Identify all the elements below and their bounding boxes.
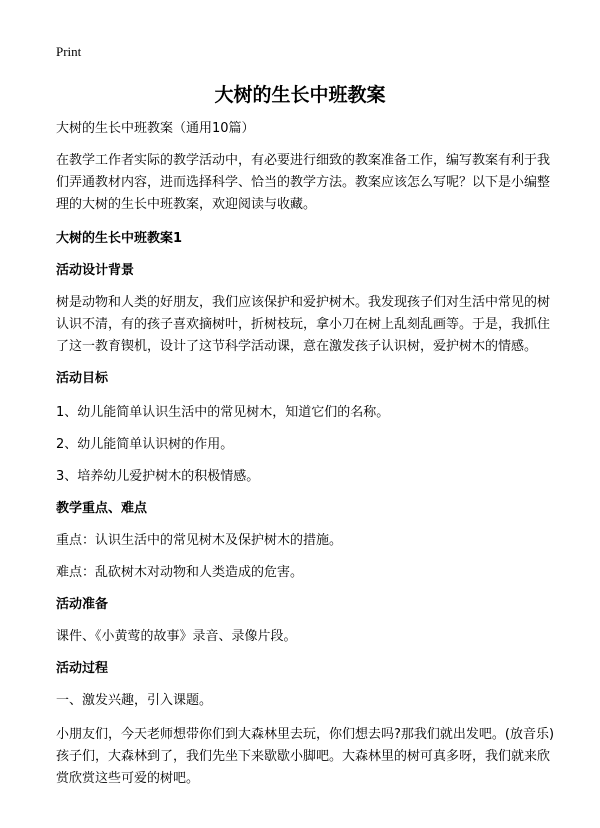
- goal-item: 3、培养幼儿爱护树木的积极情感。: [56, 469, 260, 484]
- goal-item: 2、幼儿能简单认识树的作用。: [56, 437, 234, 452]
- section-title: 大树的生长中班教案1: [56, 231, 183, 246]
- difficult-point: 难点：乱砍树木对动物和人类造成的危害。: [56, 565, 304, 580]
- key-points-heading: 教学重点、难点: [56, 501, 148, 516]
- key-point: 重点：认识生活中的常见树木及保护树木的措施。: [56, 533, 343, 548]
- goals-heading: 活动目标: [56, 371, 109, 386]
- intro-paragraph: 在教学工作者实际的教学活动中，有必要进行细致的教案准备工作，编写教案有利于我们弄通教材内容，进而选择科学、恰当的教学方法。教案应该怎么写呢？以下是小编整理的大树的生长中班教案，欢迎阅读与收藏。: [56, 153, 551, 212]
- document-body: [56, 118, 556, 790]
- goal-item: 1、幼儿能简单认识生活中的常见树木，知道它们的名称。: [56, 405, 390, 420]
- process-heading: 活动过程: [56, 661, 109, 676]
- document-subtitle: 大树的生长中班教案（通用10篇）: [56, 121, 255, 136]
- process-paragraph: 小朋友们，今天老师想带你们到大森林里去玩，你们想去吗?那我们就出发吧。(放音乐) 孩子们，大森林到了，我们先坐下来歇歇小脚吧。大森林里的树可真多呀，我们就来欣赏欣赏这些可爱的树吧。: [56, 727, 555, 786]
- process-step: 一、激发兴趣，引入课题。: [56, 693, 213, 708]
- preparation-heading: 活动准备: [56, 597, 109, 612]
- background-paragraph: 树是动物和人类的好朋友，我们应该保护和爱护树木。我发现孩子们对生活中常见的树认识不清，有的孩子喜欢摘树叶，折树枝玩，拿小刀在树上乱刻乱画等。于是，我抓住了这一教育锲机，设计了这节科学活动课，意在激发孩子认识树，爱护树木的情感。: [56, 295, 551, 354]
- background-heading: 活动设计背景: [56, 263, 135, 278]
- page-title: 大树的生长中班教案: [214, 84, 386, 106]
- preparation-text: 课件、《小黄莺的故事》录音、录像片段。: [56, 629, 297, 644]
- print-link[interactable]: Print: [56, 44, 82, 59]
